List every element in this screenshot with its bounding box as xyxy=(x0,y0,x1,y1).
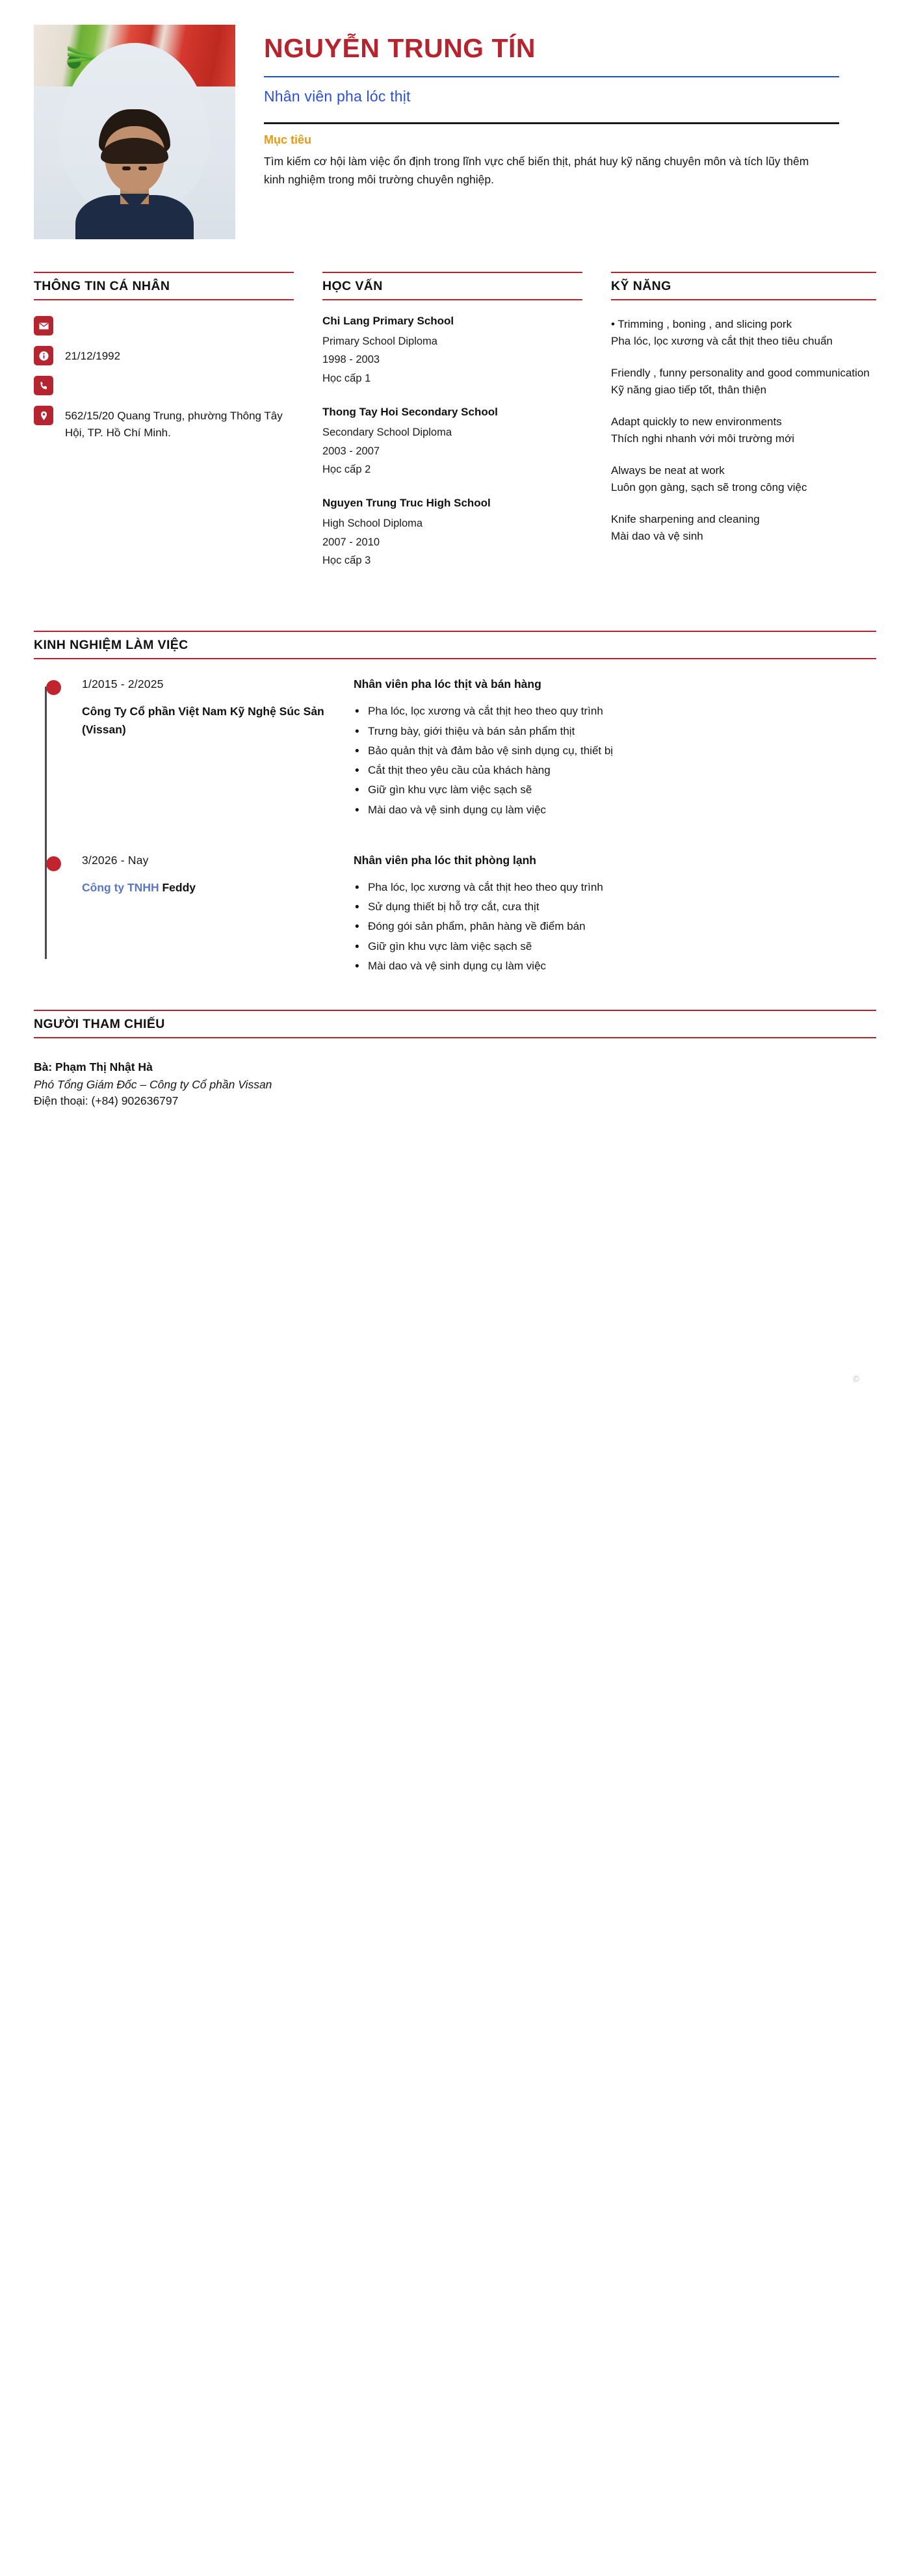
personal-info-heading-bar xyxy=(34,272,294,300)
job-meta xyxy=(42,677,341,820)
skills-heading: KỸ NĂNG xyxy=(611,279,671,293)
skill-text-en: • Trimming , boning , and slicing pork xyxy=(611,318,792,330)
education-school: Chi Lang Primary School xyxy=(322,315,454,327)
skill-text-vi: Kỹ năng giao tiếp tốt, thân thiện xyxy=(611,383,767,396)
reference-name: Bà: Phạm Thị Nhật Hà xyxy=(34,1060,153,1074)
skill-item xyxy=(611,462,876,495)
job-date: 1/2015 - 2/2025 xyxy=(82,677,164,691)
portrait-fringe xyxy=(101,138,168,164)
job-duty: • Sử dụng thiết bị hỗ trợ cắt, cưa thịt xyxy=(354,897,876,917)
personal-info-heading: THÔNG TIN CÁ NHÂN xyxy=(34,279,170,293)
job-duty: • Giữ gìn khu vực làm việc sạch sẽ xyxy=(354,780,876,800)
education-school: Thong Tay Hoi Secondary School xyxy=(322,406,498,419)
location-icon xyxy=(34,406,53,425)
education-item xyxy=(322,406,582,479)
info-value-birthdate: 21/12/1992 xyxy=(65,350,121,362)
education-degree: Primary School Diploma xyxy=(322,335,437,347)
skill-text-en: Friendly , funny personality and good communication xyxy=(611,367,870,379)
education-column xyxy=(322,272,582,588)
timeline-dot xyxy=(46,856,61,871)
skills-heading-bar xyxy=(611,272,876,300)
job-duty: • Đóng gói sản phẩm, phân hàng về điểm bán xyxy=(354,917,876,936)
personal-info-list xyxy=(34,316,294,442)
skills-list xyxy=(611,316,876,544)
job-duty: • Mài dao và vệ sinh dụng cụ làm việc xyxy=(354,800,876,820)
cv-header xyxy=(0,0,910,239)
experience-heading-bar xyxy=(34,631,876,659)
education-years: 2003 - 2007 xyxy=(322,445,380,457)
references-heading: NGƯỜI THAM CHIẾU xyxy=(34,1017,165,1032)
personal-info-column xyxy=(34,272,294,450)
name-divider xyxy=(264,76,839,77)
education-years: 1998 - 2003 xyxy=(322,354,380,366)
objective-body: Tìm kiếm cơ hội làm việc ổn định trong lĩnh vực chế biến thịt, phát huy kỹ năng chuyên môn và tích lũy thêm kinh nghiệm trong môi trường chuyên nghiệp. xyxy=(264,155,809,187)
skill-item xyxy=(611,365,876,398)
job-duty: • Pha lóc, lọc xương và cắt thịt heo theo quy trình xyxy=(354,702,876,721)
skill-text-en: Always be neat at work xyxy=(611,464,725,477)
job-duties xyxy=(354,702,876,820)
education-degree: High School Diploma xyxy=(322,518,423,530)
candidate-role: Nhân viên pha lóc thịt xyxy=(264,88,411,105)
info-row-address xyxy=(34,406,294,442)
education-heading: HỌC VẤN xyxy=(322,279,383,293)
skill-text-vi: Luôn gọn gàng, sạch sẽ trong công việc xyxy=(611,480,807,493)
info-row-phone xyxy=(34,376,294,398)
job-company-accent: Công ty TNHH xyxy=(82,880,162,894)
portrait-eye-right xyxy=(122,166,131,170)
education-school: Nguyen Trung Truc High School xyxy=(322,497,491,510)
portrait-face xyxy=(105,126,164,192)
three-column-band xyxy=(0,272,910,588)
education-list xyxy=(322,315,582,570)
references-heading-bar xyxy=(34,1010,876,1038)
education-item xyxy=(322,497,582,570)
timeline-dot xyxy=(46,680,61,695)
info-icon xyxy=(34,346,53,365)
profile-photo xyxy=(34,25,235,239)
skill-item xyxy=(611,316,876,349)
experience-job xyxy=(42,854,876,976)
job-duty: • Pha lóc, lọc xương và cắt thịt heo theo quy trình xyxy=(354,878,876,897)
skills-column xyxy=(611,272,876,560)
header-text-block xyxy=(235,25,876,189)
skill-text-vi: Mài dao và vệ sinh xyxy=(611,529,703,542)
copyright-mark: © xyxy=(853,1374,859,1384)
experience-heading: KINH NGHIỆM LÀM VIỆC xyxy=(34,638,188,653)
education-note: Học cấp 3 xyxy=(322,555,371,566)
candidate-name: NGUYỄN TRUNG TÍN xyxy=(264,33,536,63)
job-duty: • Trưng bày, giới thiệu và bán sản phẩm thịt xyxy=(354,722,876,741)
portrait-eye-left xyxy=(138,166,147,170)
job-title: Nhân viên pha lóc thit phòng lạnh xyxy=(354,853,536,867)
experience-timeline xyxy=(34,677,876,976)
email-icon xyxy=(34,316,53,335)
job-meta xyxy=(42,854,341,976)
education-note: Học cấp 2 xyxy=(322,463,371,475)
objective-section xyxy=(264,122,839,189)
education-heading-bar xyxy=(322,272,582,300)
skill-item xyxy=(611,414,876,447)
info-value-address: 562/15/20 Quang Trung, phường Thông Tây Hội, TP. Hồ Chí Minh. xyxy=(65,410,283,440)
experience-section xyxy=(0,631,910,976)
references-section xyxy=(0,1010,910,1108)
experience-job xyxy=(42,677,876,820)
reference-title: Phó Tổng Giám Đốc – Công ty Cổ phần Vissan xyxy=(34,1078,272,1092)
job-duty: • Cắt thịt theo yêu cầu của khách hàng xyxy=(354,761,876,780)
skill-text-en: Adapt quickly to new environments xyxy=(611,415,782,428)
job-title: Nhân viên pha lóc thịt và bán hàng xyxy=(354,677,541,691)
job-duty: • Bảo quản thịt và đảm bảo vệ sinh dụng cụ, thiết bị xyxy=(354,741,876,761)
info-row-email xyxy=(34,316,294,338)
reference-phone: Điện thoại: (+84) 902636797 xyxy=(34,1094,179,1108)
info-row-birthdate xyxy=(34,346,294,368)
job-company xyxy=(82,879,341,897)
job-details xyxy=(341,854,876,976)
skill-text-en: Knife sharpening and cleaning xyxy=(611,513,760,525)
job-company xyxy=(82,703,341,738)
job-date: 3/2026 - Nay xyxy=(82,853,149,867)
education-item xyxy=(322,315,582,388)
job-duty: • Mài dao và vệ sinh dụng cụ làm việc xyxy=(354,956,876,976)
objective-heading: Mục tiêu xyxy=(264,133,312,147)
skill-item xyxy=(611,511,876,544)
education-degree: Secondary School Diploma xyxy=(322,427,452,439)
job-duties xyxy=(354,878,876,976)
education-note: Học cấp 1 xyxy=(322,372,371,384)
phone-icon xyxy=(34,376,53,395)
education-years: 2007 - 2010 xyxy=(322,536,380,548)
person-portrait xyxy=(75,109,194,239)
job-company-name: Feddy xyxy=(162,880,196,894)
skill-text-vi: Pha lóc, lọc xương và cắt thịt theo tiêu chuẩn xyxy=(611,334,833,347)
job-duty: • Giữ gìn khu vực làm việc sạch sẽ xyxy=(354,937,876,956)
job-details xyxy=(341,677,876,820)
reference-entry xyxy=(34,1060,876,1108)
job-company-name: Công Ty Cổ phần Việt Nam Kỹ Nghệ Súc Sản (Vissan) xyxy=(82,705,324,736)
skill-text-vi: Thích nghi nhanh với môi trường mới xyxy=(611,432,794,445)
